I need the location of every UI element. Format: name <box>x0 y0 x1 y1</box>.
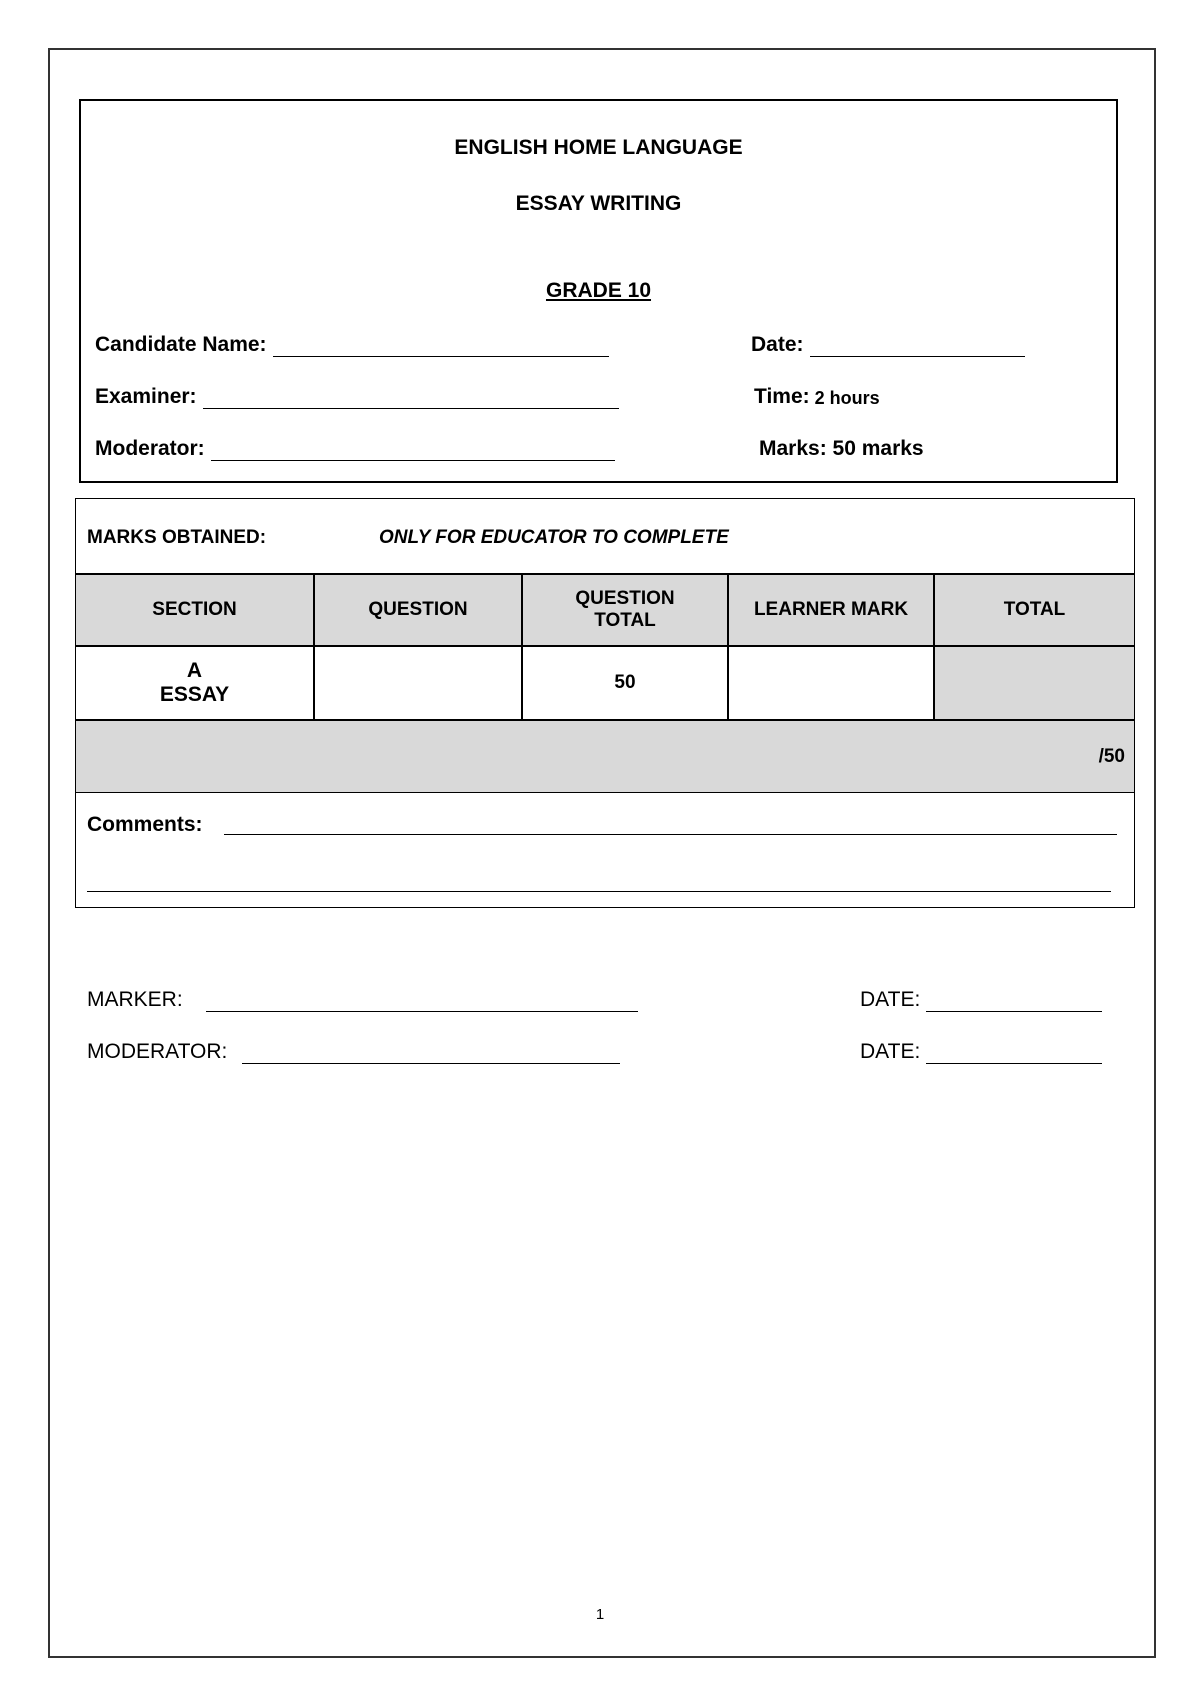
moderator-field[interactable] <box>95 437 615 461</box>
marks-table-header <box>76 499 1134 575</box>
time-label: Time: <box>754 385 810 408</box>
examiner-field[interactable] <box>95 385 619 409</box>
marks-obtained-label: MARKS OBTAINED: <box>87 527 267 548</box>
candidate-name-blank[interactable] <box>273 339 609 357</box>
time-value: 2 hours <box>814 388 880 408</box>
comments-line[interactable] <box>224 834 1117 835</box>
educator-note: ONLY FOR EDUCATOR TO COMPLETE <box>379 527 729 548</box>
examiner-label: Examiner: <box>95 385 197 408</box>
column-headers <box>76 575 1134 647</box>
moderator-date-signoff[interactable] <box>860 1040 1102 1064</box>
grade-title: GRADE 10 <box>545 279 652 302</box>
learner-mark-cell[interactable] <box>729 647 935 719</box>
date-blank[interactable] <box>810 339 1025 357</box>
candidate-name-label: Candidate Name: <box>95 333 267 356</box>
date-field[interactable] <box>751 333 1025 357</box>
column-header-learner-mark: LEARNER MARK <box>729 575 935 645</box>
marker-date-signoff[interactable] <box>860 988 1102 1012</box>
moderator-signoff-blank[interactable] <box>242 1046 620 1064</box>
column-header-question-total: QUESTION TOTAL <box>523 575 729 645</box>
grand-total-row <box>76 721 1134 793</box>
marks-label: Marks: 50 marks <box>759 437 924 460</box>
marker-signoff[interactable] <box>87 988 638 1012</box>
moderator-blank[interactable] <box>211 443 615 461</box>
marker-date-label: DATE: <box>860 988 921 1011</box>
column-header-total: TOTAL <box>1003 599 1066 621</box>
table-row <box>76 647 1134 721</box>
comments-label: Comments: <box>87 813 203 836</box>
subject-title: ENGLISH HOME LANGUAGE <box>454 136 743 159</box>
section-letter: A <box>186 658 203 682</box>
moderator-date-blank[interactable] <box>926 1046 1102 1064</box>
marker-blank[interactable] <box>206 994 638 1012</box>
marker-label: MARKER: <box>87 988 183 1011</box>
question-total-cell: 50 <box>523 647 729 719</box>
grand-total: /50 <box>1098 746 1125 767</box>
moderator-signoff[interactable] <box>87 1040 620 1064</box>
moderator-signoff-label: MODERATOR: <box>87 1040 228 1063</box>
date-label: Date: <box>751 333 804 356</box>
page-number: 1 <box>595 1606 605 1623</box>
total-cell <box>935 647 1134 719</box>
paper-title: ESSAY WRITING <box>515 192 682 215</box>
exam-header <box>79 99 1118 483</box>
comments-line[interactable] <box>87 891 1111 892</box>
column-header-section: SECTION <box>76 575 315 645</box>
section-cell <box>76 647 315 719</box>
moderator-label: Moderator: <box>95 437 205 460</box>
time-field <box>754 385 880 409</box>
moderator-date-label: DATE: <box>860 1040 921 1063</box>
question-cell[interactable] <box>315 647 523 719</box>
marks-field <box>759 437 924 461</box>
examiner-blank[interactable] <box>203 391 619 409</box>
section-name: ESSAY <box>159 683 230 706</box>
marks-table <box>75 498 1135 908</box>
candidate-name-field[interactable] <box>95 333 609 357</box>
marker-date-blank[interactable] <box>926 994 1102 1012</box>
column-header-question: QUESTION <box>315 575 523 645</box>
